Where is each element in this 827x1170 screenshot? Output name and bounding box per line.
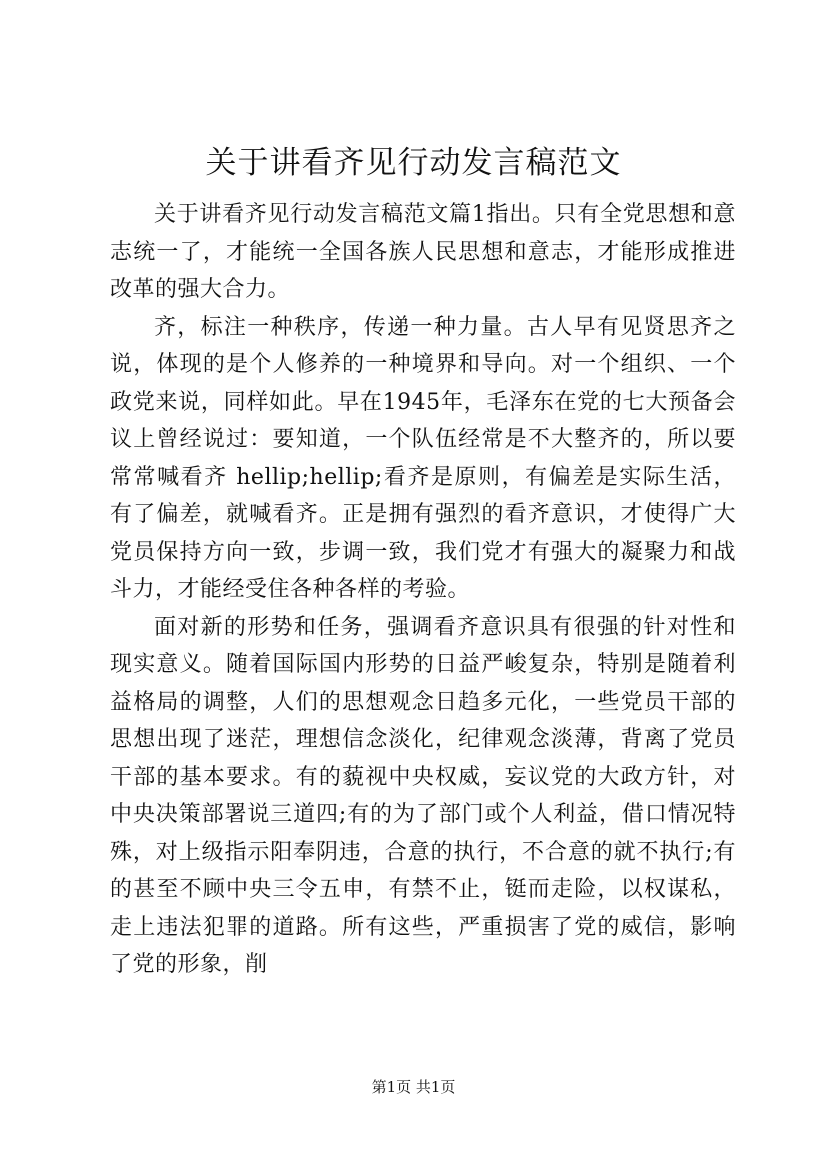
document-title: 关于讲看齐见行动发言稿范文 [205,145,622,181]
paragraph-3: 面对新的形势和任务，强调看齐意识具有很强的针对性和现实意义。随着国际国内形势的日益严峻复杂，特别是随着利益格局的调整，人们的思想观念日趋多元化，一些党员干部的思想出现了迷茫，理想信念淡化，纪律观念淡薄，背离了党员干部的基本要求。有的藐视中央权威，妄议党的大政方针，对中央决策部署说三道四;有的为了部门或个人利益，借口情况特殊，对上级指示阳奉阴违，合意的执行，不合意的就不执行;有的甚至不顾中央三令五申，有禁不止，铤而走险，以权谋私，走上违法犯罪的道路。所有这些，严重损害了党的威信，影响了党的形象，削 [110,614,736,977]
page-footer [0,1077,827,1097]
paragraph-1: 关于讲看齐见行动发言稿范文篇1指出。只有全党思想和意志统一了，才能统一全国各族人民思想和意志，才能形成推进改革的强大合力。 [110,202,736,302]
paragraph-2: 齐，标注一种秩序，传递一种力量。古人早有见贤思齐之说，体现的是个人修养的一种境界和导向。对一个组织、一个政党来说，同样如此。早在1945年，毛泽东在党的七大预备会议上曾经说过：要知道，一个队伍经常是不大整齐的，所以要常常喊看齐 hellip;hellip;看齐是原则，有偏差是实际生活，有了偏差，就喊看齐。正是拥有强烈的看齐意识，才使得广大党员保持方向一致，步调一致，我们党才有强大的凝聚力和战斗力，才能经受住各种各样的考验。 [110,314,736,602]
page-number-label: 第1页 共1页 [371,1078,456,1096]
document-body [110,196,736,984]
